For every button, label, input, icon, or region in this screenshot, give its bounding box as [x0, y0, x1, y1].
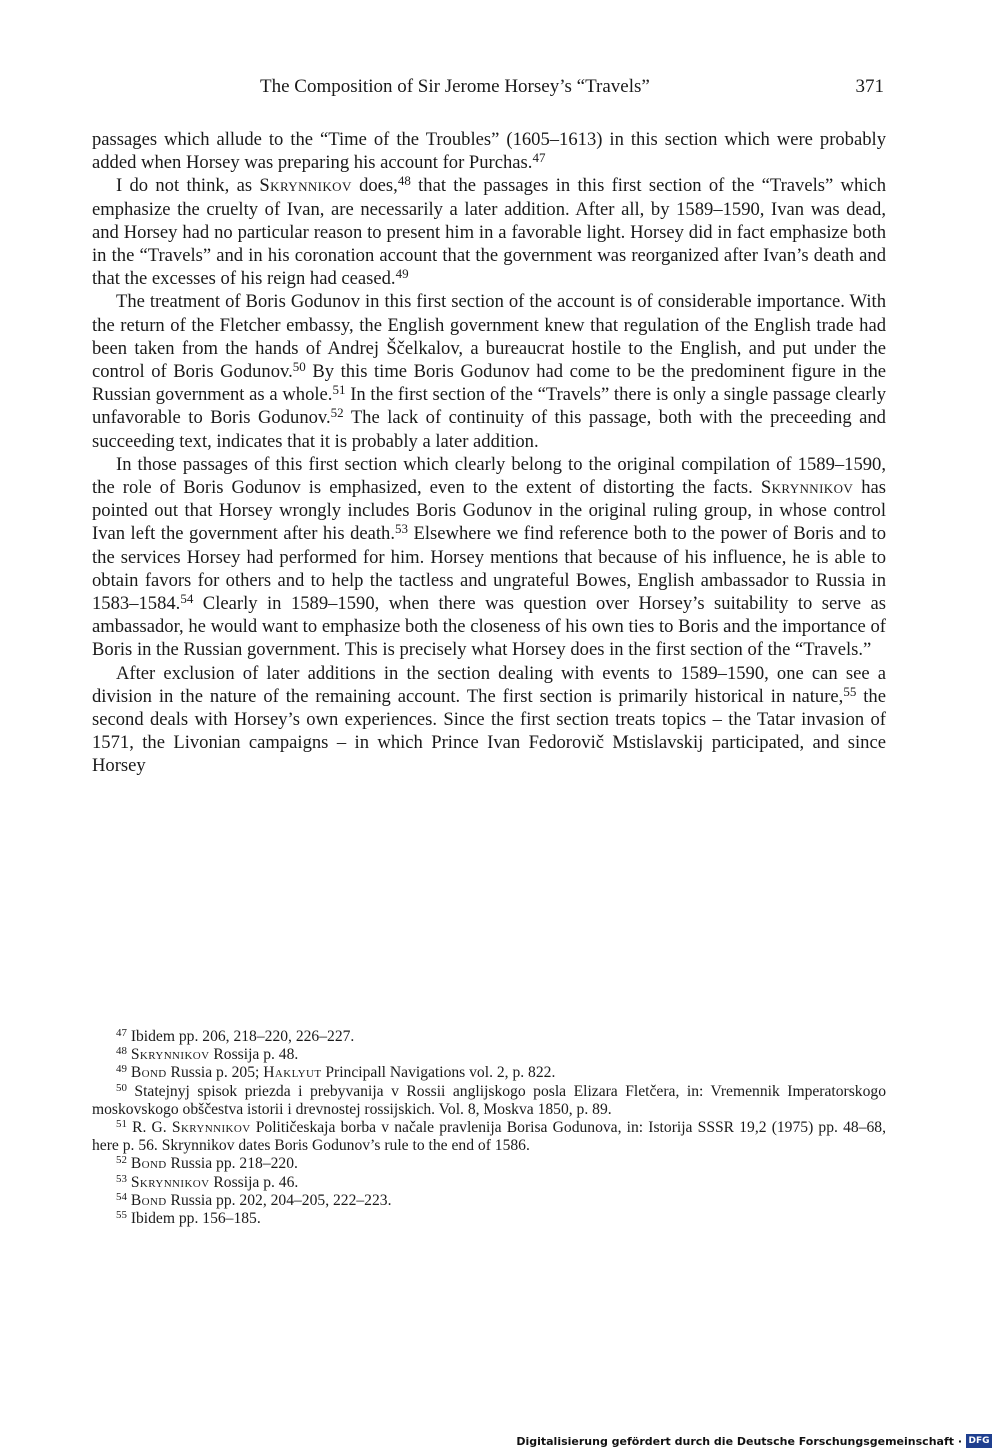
- footnote-ref: 54: [180, 591, 194, 607]
- footnote-ref: 49: [395, 266, 409, 282]
- footnote-ref: 51: [332, 382, 346, 398]
- paragraph-3: The treatment of Boris Godunov in this first section of the account is of considerable importance. With the return of the Fletcher embassy, the English government knew that regulation of the English trade had been taken from the hands of Andrej Ščelkalov, a bureaucrat hostile to the English, and put under the control of Boris Godunov.$^{50}$ By this time Boris Godunov had come to be the predominent figure in the Russian government as a whole.$^{51}$ In the first section of the “Travels” there is only a single passage clearly unfavorable to Boris Godunov.$^{52}$ The lack of continuity of this passage, both with the preceeding and succeeding text, indicates that it is probably a later addition.: [92, 291, 886, 452]
- page-number: 371: [855, 76, 884, 97]
- running-title: The Composition of Sir Jerome Horsey’s “Travels”: [260, 76, 650, 97]
- body-text: [92, 128, 886, 778]
- footnote-ref: 52: [330, 405, 344, 421]
- paragraph-2: I do not think, as Skrynnikov does,$^{48}$ that the passages in this first section of the “Travels” which emphasize the cruelty of Ivan, are necessarily a later addition. After all, by 1589–1590, Ivan was dead, and Horsey had no particular reason to present him in a favorable light. Horsey did in fact emphasize both in the “Travels” and in his coronation account that the government was reorganized after Ivan’s death and that the excesses of his reign had ceased.$^{49}$: [92, 173, 886, 290]
- footnote: $^{50}$ Statejnyj spisok priezda i prebyvanija v Rossii anglijskogo posla Elizara Fletčera, in: Vremennik Imperatorskogo moskovskogo obščestva istorii i drevnostej rossijskich. Vol. 8, Moskva 1850, p. 89.: [92, 1081, 886, 1118]
- paragraph-4: In those passages of this first section which clearly belong to the original compilation of 1589–1590, the role of Boris Godunov is emphasized, even to the extent of distorting the facts. Skrynnikov has pointed out that Horsey wrongly includes Boris Godunov in the original ruling group, in whose control Ivan left the government after his death.$^{53}$ Elsewhere we find reference both to the power of Boris and to the services Horsey had performed for him. Horsey mentions that because of his influence, he is able to obtain favors for others and to help the tactless and ungrateful Bowes, English ambassador to Russia in 1583–1584.54 Clearly in 1589–1590, when there was question over Horsey’s suitability to serve as ambassador, he would want to emphasize both the closeness of his own ties to Boris and the importance of Boris in the Russian government. This is precisely what Horsey does in the first section of the “Travels.”: [92, 453, 886, 661]
- author-name: Skrynnikov: [760, 477, 854, 499]
- footnote: $^{49}$ Bond Russia p. 205; Haklyut Principall Navigations vol. 2, p. 822.: [116, 1063, 556, 1082]
- footnote-ref: 53: [395, 521, 409, 537]
- page-header: [92, 76, 886, 102]
- paragraph-1: passages which allude to the “Time of the Troubles” (1605–1613) in this section which were probably added when Horsey was preparing his account for Purchas.$^{47}$: [92, 129, 886, 174]
- author-name: Skrynnikov: [259, 175, 352, 197]
- footnote: $^{48}$ Skrynnikov Rossija p. 48.: [116, 1045, 299, 1064]
- footnote-ref: 55: [843, 684, 857, 700]
- dfg-logo: DFG: [966, 1434, 992, 1448]
- footnotes: [92, 1028, 886, 1228]
- paragraph-5: After exclusion of later additions in the section dealing with events to 1589–1590, one can see a division in the nature of the remaining account. The first section is primarily historical in nature,$^{55}$ the second deals with Horsey’s own experiences. Since the first section treats topics – the Tatar invasion of 1571, the Livonian campaigns – in which Prince Ivan Fedorovič Mstislavskij participated, and since Horsey: [92, 662, 886, 777]
- footnote: $^{53}$ Skrynnikov Rossija p. 46.: [116, 1172, 299, 1191]
- credit-text: Digitalisierung gefördert durch die Deutsche Forschungsgemeinschaft ·: [516, 1434, 962, 1448]
- footnote-ref: 50: [292, 359, 306, 375]
- digitization-credit: [516, 1432, 992, 1450]
- footnote: $^{52}$ Bond Russia pp. 218–220.: [116, 1154, 298, 1173]
- footnote: $^{54}$ Bond Russia pp. 202, 204–205, 222–223.: [116, 1190, 392, 1209]
- footnote: $^{55}$ Ibidem pp. 156–185.: [116, 1209, 261, 1228]
- footnote: $^{51}$ R. G. Skrynnikov Političeskaja borba v načale pravlenija Borisa Godunova, in: Istorija SSSR 19,2 (1975) pp. 48–68, here p. 56. Skrynnikov dates Boris Godunov’s rule to the end of 1586.: [92, 1118, 886, 1155]
- footnote-ref: 47: [532, 150, 546, 166]
- footnote: $^{47}$ Ibidem pp. 206, 218–220, 226–227.: [116, 1027, 355, 1045]
- footnote-ref: 48: [397, 173, 411, 189]
